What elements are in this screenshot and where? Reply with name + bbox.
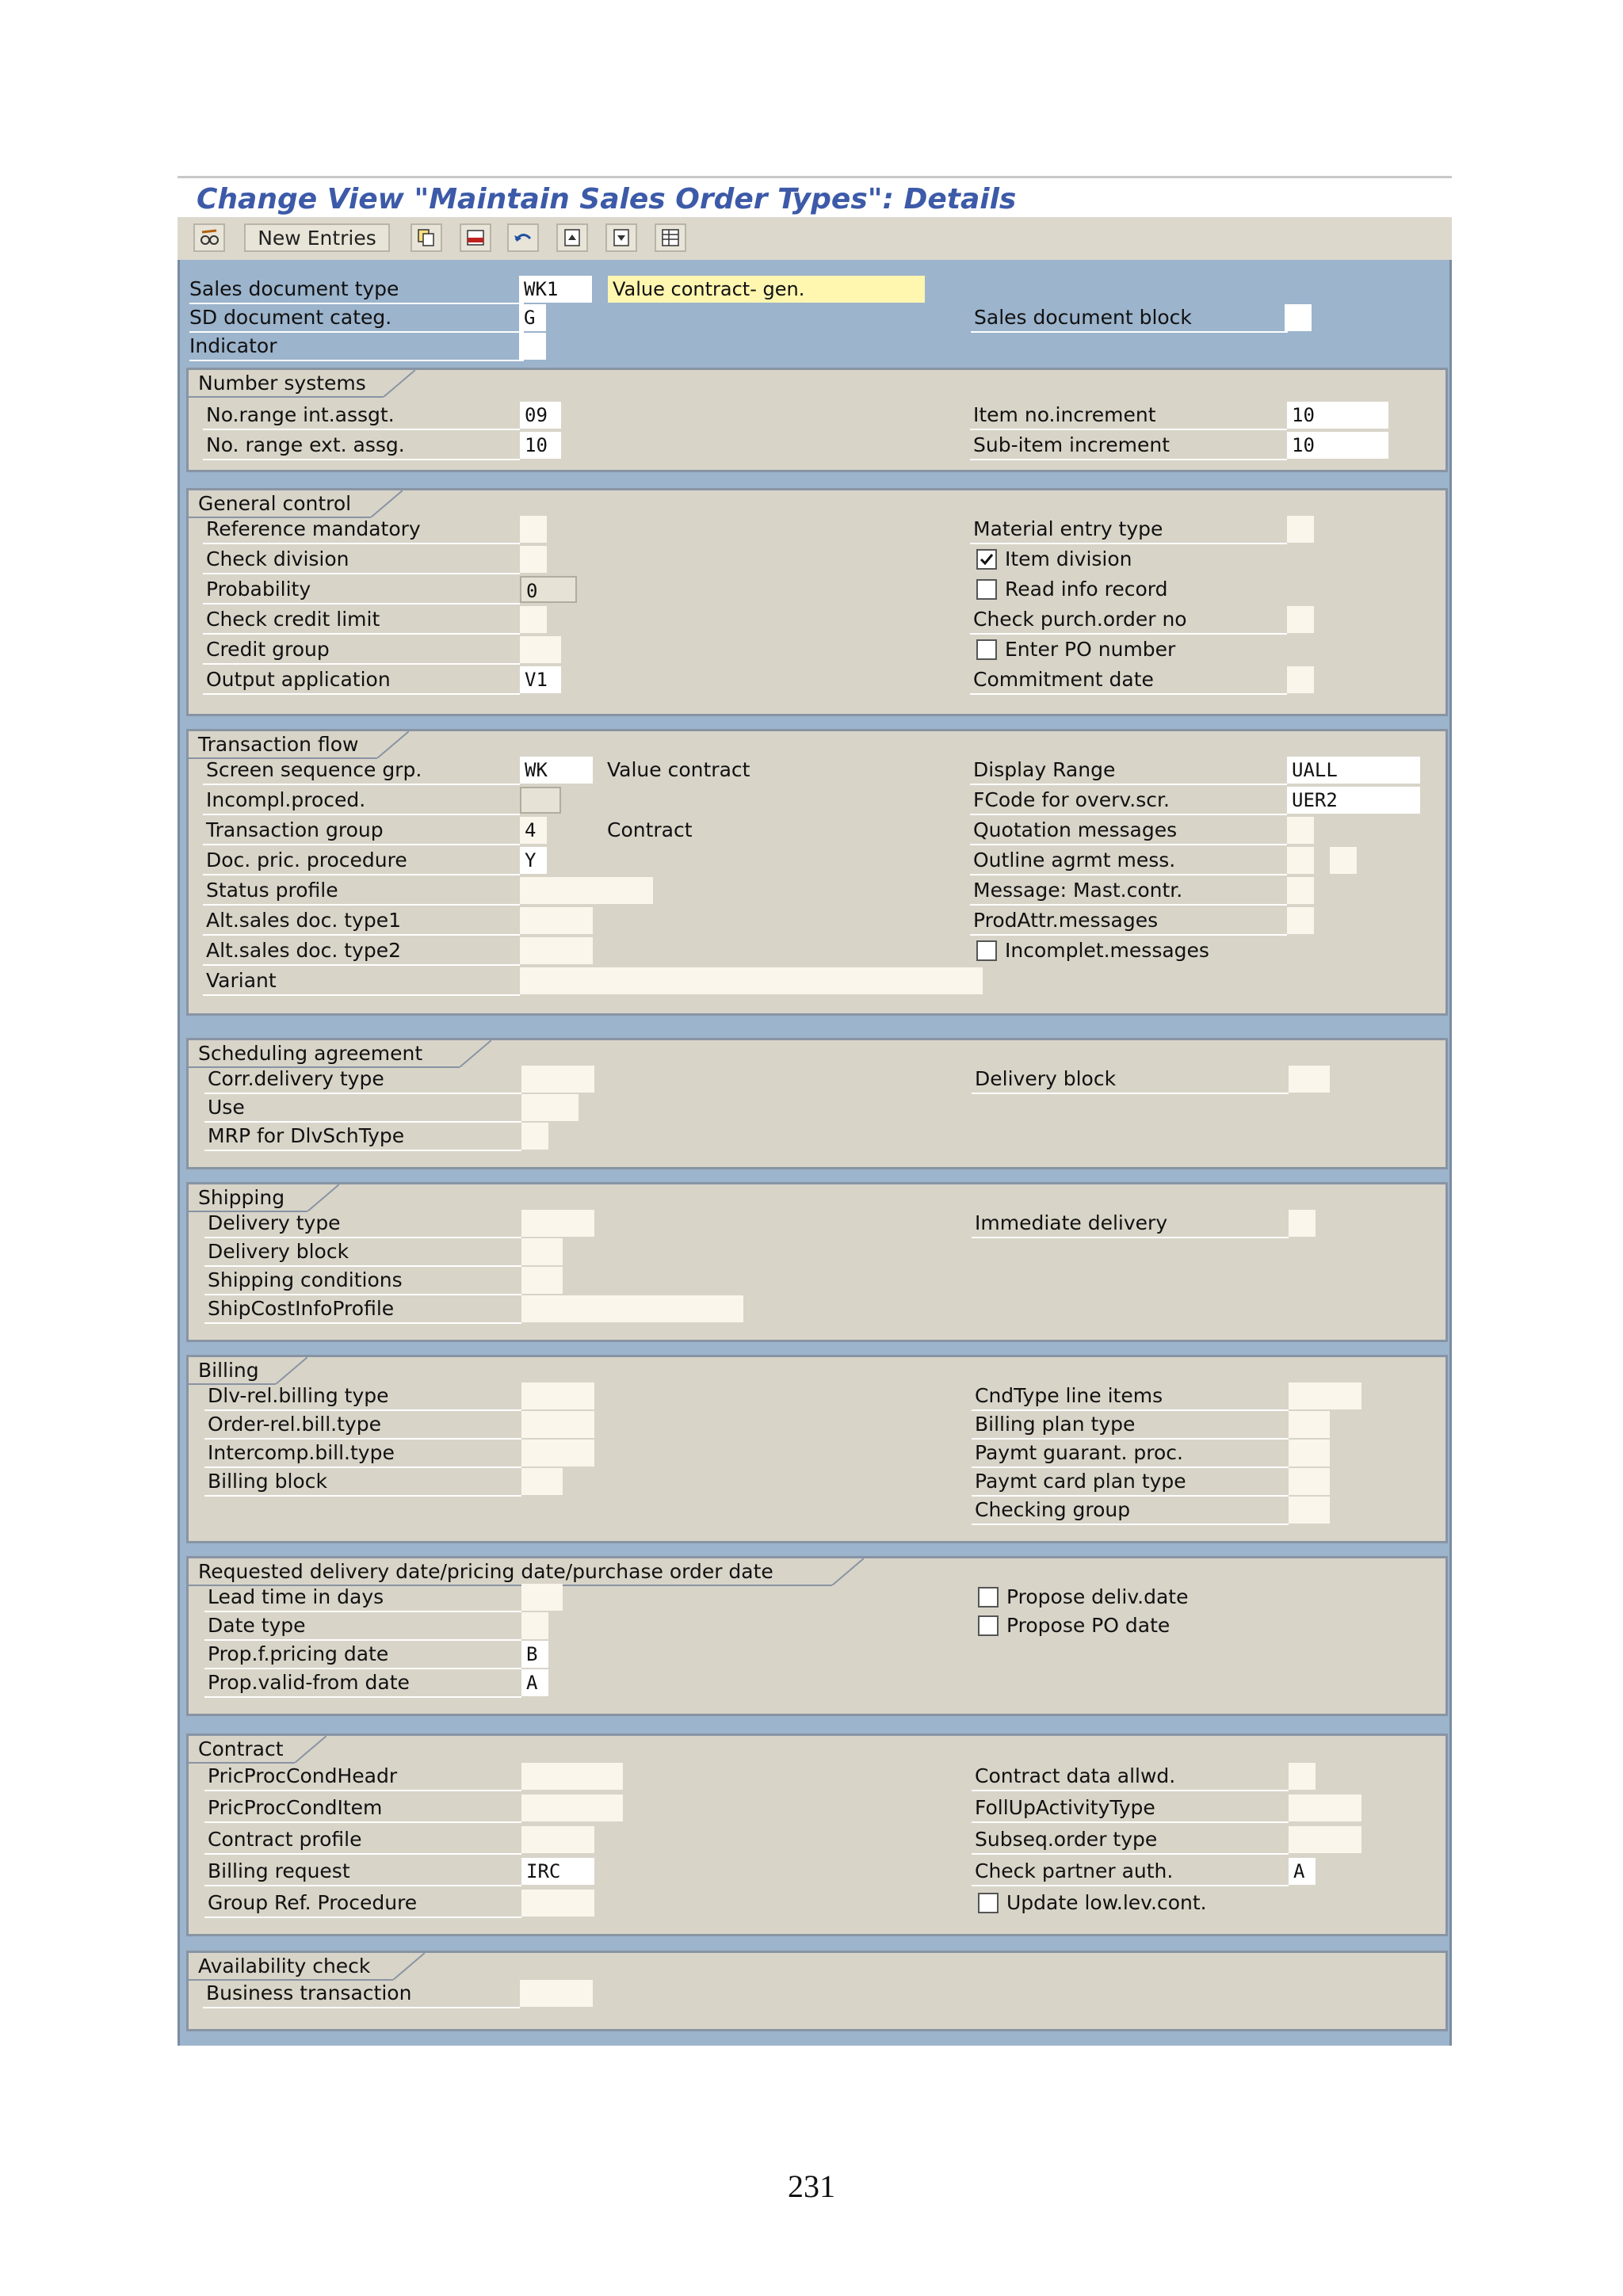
new-entries-button[interactable]: New Entries <box>244 223 390 252</box>
requested-delivery-date-group <box>186 1556 1448 1716</box>
tab-corner <box>276 1357 307 1384</box>
availability-check-group <box>186 1951 1448 2031</box>
billing-block-label: Billing block <box>208 1470 327 1493</box>
follupactivitytype-label: FollUpActivityType <box>975 1796 1155 1819</box>
tab-corner <box>393 1953 425 1980</box>
item-division-checkbox[interactable] <box>976 549 997 570</box>
billing-request-field[interactable]: IRC <box>521 1858 594 1885</box>
date-type-label: Date type <box>208 1614 306 1637</box>
undo-icon <box>513 227 533 248</box>
delivery-block-label: Delivery block <box>975 1067 1117 1090</box>
label-underline <box>203 2007 520 2008</box>
label-underline <box>203 904 520 906</box>
enter-po-number-checkbox[interactable] <box>976 639 997 660</box>
shipping-conditions-label: Shipping conditions <box>208 1268 403 1291</box>
sd-document-categ-label: SD document categ. <box>189 306 392 329</box>
probability-label: Probability <box>206 578 311 601</box>
prodattr-messages-label: ProdAttr.messages <box>973 909 1159 932</box>
tab-corner <box>377 731 409 758</box>
label-underline <box>203 784 520 785</box>
label-underline <box>970 904 1287 906</box>
label-underline <box>204 1790 521 1791</box>
label-underline <box>972 1853 1289 1855</box>
page-title: Change View "Maintain Sales Order Types": Details <box>197 183 1017 215</box>
label-underline <box>204 1821 521 1823</box>
commitment-date-field[interactable] <box>1287 666 1314 693</box>
label-underline <box>970 459 1287 460</box>
reference-mandatory-label: Reference mandatory <box>206 517 421 540</box>
order-rel-bill-type-label: Order-rel.bill.type <box>208 1413 381 1436</box>
credit-group-field[interactable] <box>520 636 561 663</box>
label-underline <box>203 573 520 574</box>
label-underline <box>203 429 520 430</box>
corr-delivery-type-label: Corr.delivery type <box>208 1067 384 1090</box>
read-info-record-checkbox[interactable] <box>976 579 997 600</box>
shipping-delivery-block-field[interactable] <box>521 1238 563 1265</box>
intercomp-bill-type-label: Intercomp.bill.type <box>208 1441 395 1464</box>
message-mast-contr-field[interactable] <box>1287 877 1314 904</box>
no-range-ext-field[interactable]: 10 <box>520 432 561 459</box>
sales-document-type-label: Sales document type <box>189 277 399 300</box>
transaction-group-label: Transaction group <box>206 818 384 841</box>
checkmark-icon <box>979 551 995 567</box>
alt-sales-doc-type2-field[interactable] <box>520 937 593 964</box>
use-label: Use <box>208 1096 245 1119</box>
label-underline <box>203 543 520 544</box>
previous-entry-button[interactable] <box>556 223 588 252</box>
billing-request-label: Billing request <box>208 1859 350 1882</box>
label-underline <box>970 429 1287 430</box>
alt-sales-doc-type1-label: Alt.sales doc. type1 <box>206 909 401 932</box>
table-view-icon <box>660 227 681 248</box>
sub-item-increment-field[interactable]: 10 <box>1287 432 1388 459</box>
propose-deliv-date-label: Propose deliv.date <box>1006 1585 1189 1608</box>
outline-agrmt-mess-extra-field[interactable] <box>1330 847 1357 874</box>
contract-profile-field[interactable] <box>521 1826 594 1853</box>
item-division-label: Item division <box>1005 547 1132 570</box>
immediate-delivery-label: Immediate delivery <box>975 1211 1168 1234</box>
group-title: Number systems <box>189 370 393 397</box>
sales-document-block-label: Sales document block <box>974 306 1192 329</box>
billing-group <box>186 1355 1448 1543</box>
use-field[interactable] <box>521 1094 579 1121</box>
propose-po-date-checkbox[interactable] <box>978 1615 999 1636</box>
contract-data-allwd-field[interactable] <box>1289 1763 1316 1790</box>
paymt-guarant-proc-field[interactable] <box>1289 1440 1330 1466</box>
page-number: 231 <box>788 2168 835 2204</box>
application-toolbar <box>178 217 1452 261</box>
label-underline <box>203 693 520 695</box>
label-underline <box>204 1885 521 1886</box>
material-entry-type-label: Material entry type <box>973 517 1163 540</box>
incompl-proced-field[interactable] <box>520 787 561 814</box>
alt-sales-doc-type2-label: Alt.sales doc. type2 <box>206 939 401 962</box>
sd-document-categ-field[interactable]: G <box>519 304 546 331</box>
contract-data-allwd-label: Contract data allwd. <box>975 1764 1176 1787</box>
tab-corner <box>295 1736 327 1763</box>
transaction-group-description: Contract <box>607 818 693 841</box>
lead-time-in-days-field[interactable] <box>521 1584 563 1611</box>
tab-underline <box>189 396 384 398</box>
no-range-int-field[interactable]: 09 <box>520 402 561 429</box>
check-purch-order-no-label: Check purch.order no <box>973 608 1187 631</box>
display-range-field[interactable]: UALL <box>1287 757 1420 784</box>
fcode-overv-scr-field[interactable]: UER2 <box>1287 787 1420 814</box>
business-transaction-label: Business transaction <box>206 1981 412 2004</box>
outline-agrmt-mess-field[interactable] <box>1287 847 1314 874</box>
label-underline <box>970 784 1287 785</box>
label-underline <box>970 934 1287 936</box>
mrp-for-dlvschtype-field[interactable] <box>521 1123 548 1150</box>
credit-group-label: Credit group <box>206 638 330 661</box>
prop-f-pricing-date-field[interactable]: B <box>521 1641 548 1668</box>
label-underline <box>203 874 520 875</box>
label-underline <box>203 633 520 635</box>
tab-corner <box>460 1040 491 1067</box>
group-title: Availability check <box>189 1953 403 1980</box>
subseq-order-type-field[interactable] <box>1289 1826 1361 1853</box>
delivery-type-field[interactable] <box>521 1210 594 1237</box>
label-underline <box>203 603 520 605</box>
no-range-ext-label: No. range ext. assg. <box>206 433 405 456</box>
general-control-group <box>186 488 1448 716</box>
label-underline <box>970 633 1287 635</box>
sales-document-block-field[interactable] <box>1285 304 1312 331</box>
check-credit-limit-field[interactable] <box>520 606 547 633</box>
display-change-button[interactable] <box>193 223 225 252</box>
propose-po-date-label: Propose PO date <box>1006 1614 1170 1637</box>
billing-block-field[interactable] <box>521 1468 563 1495</box>
group-title: General control <box>189 490 380 517</box>
number-systems-group <box>186 368 1448 472</box>
prop-valid-from-date-field[interactable]: A <box>521 1669 548 1696</box>
output-application-label: Output application <box>206 668 391 691</box>
check-partner-auth-field[interactable]: A <box>1289 1858 1316 1885</box>
item-no-increment-field[interactable]: 10 <box>1287 402 1388 429</box>
contract-group <box>186 1733 1448 1936</box>
checking-group-field[interactable] <box>1289 1497 1330 1524</box>
prop-f-pricing-date-label: Prop.f.pricing date <box>208 1642 389 1665</box>
status-profile-label: Status profile <box>206 879 338 902</box>
follupactivitytype-field[interactable] <box>1289 1794 1361 1821</box>
dlv-rel-billing-type-label: Dlv-rel.billing type <box>208 1384 389 1407</box>
indicator-field[interactable] <box>519 333 546 360</box>
alt-sales-doc-type1-field[interactable] <box>520 907 593 934</box>
shipping-conditions-field[interactable] <box>521 1267 563 1294</box>
label-underline <box>971 331 1288 333</box>
outline-agrmt-mess-label: Outline agrmt mess. <box>973 849 1176 871</box>
quotation-messages-field[interactable] <box>1287 817 1314 844</box>
shipping-delivery-block-label: Delivery block <box>208 1240 349 1263</box>
pricproccondheadr-field[interactable] <box>521 1763 623 1790</box>
label-underline <box>204 1696 521 1698</box>
transaction-group-field[interactable]: 4 <box>520 817 547 844</box>
label-underline <box>189 360 524 361</box>
check-division-field[interactable] <box>520 546 547 573</box>
label-underline <box>204 1093 521 1094</box>
other-entry-button[interactable] <box>655 223 686 252</box>
subseq-order-type-label: Subseq.order type <box>975 1828 1158 1851</box>
mrp-for-dlvschtype-label: MRP for DlvSchType <box>208 1124 405 1147</box>
cndtype-line-items-field[interactable] <box>1289 1383 1361 1409</box>
shipcostinfoprofile-label: ShipCostInfoProfile <box>208 1297 395 1320</box>
label-underline <box>972 1237 1289 1238</box>
sales-document-type-field[interactable]: WK1 <box>519 276 592 303</box>
paymt-guarant-proc-label: Paymt guarant. proc. <box>975 1441 1183 1464</box>
commitment-date-label: Commitment date <box>973 668 1154 691</box>
lead-time-in-days-label: Lead time in days <box>208 1585 384 1608</box>
next-page-icon <box>611 227 632 248</box>
label-underline <box>203 814 520 815</box>
no-range-int-label: No.range int.assgt. <box>206 403 395 426</box>
copy-icon <box>416 227 437 248</box>
label-underline <box>972 1093 1289 1094</box>
order-rel-bill-type-field[interactable] <box>521 1411 594 1438</box>
label-underline <box>203 459 520 460</box>
label-underline <box>204 1322 521 1324</box>
group-ref-procedure-field[interactable] <box>521 1890 594 1917</box>
tab-corner <box>384 370 415 397</box>
fcode-overv-scr-label: FCode for overv.scr. <box>973 788 1170 811</box>
sub-item-increment-label: Sub-item increment <box>973 433 1170 456</box>
enter-po-number-label: Enter PO number <box>1005 638 1176 661</box>
incomplet-messages-label: Incomplet.messages <box>1005 939 1209 962</box>
tab-corner <box>307 1184 339 1211</box>
dlv-rel-billing-type-field[interactable] <box>521 1383 594 1409</box>
label-underline <box>204 1917 521 1918</box>
delivery-type-label: Delivery type <box>208 1211 341 1234</box>
group-title: Contract <box>189 1736 304 1763</box>
next-entry-button[interactable] <box>605 223 637 252</box>
label-underline <box>203 964 520 966</box>
paymt-card-plan-type-field[interactable] <box>1289 1468 1330 1495</box>
title-bar <box>178 176 1452 219</box>
label-underline <box>972 1790 1289 1791</box>
label-underline <box>970 693 1287 695</box>
scheduling-agreement-group <box>186 1038 1448 1169</box>
label-underline <box>970 814 1287 815</box>
cndtype-line-items-label: CndType line items <box>975 1384 1163 1407</box>
incompl-proced-label: Incompl.proced. <box>206 788 366 811</box>
status-profile-field[interactable] <box>520 877 653 904</box>
screen-sequence-grp-field[interactable]: WK <box>520 757 593 784</box>
group-title: Shipping <box>189 1184 317 1211</box>
doc-pric-procedure-field[interactable]: Y <box>520 847 547 874</box>
group-ref-procedure-label: Group Ref. Procedure <box>208 1891 418 1914</box>
reference-mandatory-field[interactable] <box>520 516 547 543</box>
shipping-group <box>186 1182 1448 1342</box>
item-no-increment-label: Item no.increment <box>973 403 1156 426</box>
label-underline <box>970 543 1287 544</box>
group-title: Billing <box>189 1357 285 1384</box>
billing-plan-type-field[interactable] <box>1289 1411 1330 1438</box>
material-entry-type-field[interactable] <box>1287 516 1314 543</box>
group-title: Transaction flow <box>189 731 387 758</box>
sap-window <box>178 176 1452 2046</box>
undo-change-button[interactable] <box>507 223 539 252</box>
label-underline <box>203 663 520 665</box>
update-low-lev-cont-label: Update low.lev.cont. <box>1006 1891 1207 1914</box>
check-purch-order-no-field[interactable] <box>1287 606 1314 633</box>
transaction-flow-group <box>186 729 1448 1016</box>
check-credit-limit-label: Check credit limit <box>206 608 380 631</box>
prodattr-messages-field[interactable] <box>1287 907 1314 934</box>
label-underline <box>972 1821 1289 1823</box>
read-info-record-label: Read info record <box>1005 578 1168 601</box>
indicator-label: Indicator <box>189 334 277 357</box>
group-title: Requested delivery date/pricing date/purchase order date <box>189 1558 842 1585</box>
label-underline <box>970 844 1287 845</box>
checking-group-label: Checking group <box>975 1498 1131 1521</box>
label-underline <box>203 844 520 845</box>
delete-icon <box>465 227 486 248</box>
screen-sequence-grp-description: Value contract <box>607 758 750 781</box>
message-mast-contr-label: Message: Mast.contr. <box>973 879 1183 902</box>
update-low-lev-cont-checkbox[interactable] <box>978 1893 999 1913</box>
pencil-glasses-icon <box>199 227 220 248</box>
quotation-messages-label: Quotation messages <box>973 818 1178 841</box>
doc-pric-procedure-label: Doc. pric. procedure <box>206 849 407 871</box>
group-title: Scheduling agreement <box>189 1040 469 1067</box>
pricproccondheadr-label: PricProcCondHeadr <box>208 1764 398 1787</box>
label-underline <box>972 1524 1289 1525</box>
label-underline <box>204 1853 521 1855</box>
pricproccondItem-label: PricProcCondItem <box>208 1796 383 1819</box>
check-partner-auth-label: Check partner auth. <box>975 1859 1174 1882</box>
shipcostinfoprofile-field[interactable] <box>521 1295 743 1322</box>
detail-screen <box>178 260 1452 2046</box>
label-underline <box>970 874 1287 875</box>
prop-valid-from-date-label: Prop.valid-from date <box>208 1671 410 1694</box>
delivery-block-field[interactable] <box>1289 1066 1330 1093</box>
display-range-label: Display Range <box>973 758 1116 781</box>
sales-document-type-description: Value contract- gen. <box>608 276 925 303</box>
corr-delivery-type-field[interactable] <box>521 1066 594 1093</box>
tab-corner <box>371 490 403 517</box>
previous-page-icon <box>562 227 582 248</box>
delete-button[interactable] <box>460 223 491 252</box>
label-underline <box>204 1495 521 1497</box>
label-underline <box>972 1885 1289 1886</box>
output-application-field[interactable]: V1 <box>520 666 561 693</box>
probability-field[interactable]: 0 <box>520 576 577 603</box>
date-type-field[interactable] <box>521 1612 548 1639</box>
label-underline <box>203 934 520 936</box>
variant-label: Variant <box>206 969 277 992</box>
intercomp-bill-type-field[interactable] <box>521 1440 594 1466</box>
copy-as-button[interactable] <box>411 223 442 252</box>
pricproccondItem-field[interactable] <box>521 1794 623 1821</box>
check-division-label: Check division <box>206 547 349 570</box>
immediate-delivery-field[interactable] <box>1289 1210 1316 1237</box>
label-underline <box>204 1150 521 1151</box>
billing-plan-type-label: Billing plan type <box>975 1413 1136 1436</box>
label-underline <box>203 994 520 996</box>
screen-sequence-grp-label: Screen sequence grp. <box>206 758 422 781</box>
business-transaction-field[interactable] <box>520 1980 593 2007</box>
contract-profile-label: Contract profile <box>208 1828 362 1851</box>
variant-field[interactable] <box>520 967 983 994</box>
incomplet-messages-checkbox[interactable] <box>976 940 997 961</box>
paymt-card-plan-type-label: Paymt card plan type <box>975 1470 1186 1493</box>
propose-deliv-date-checkbox[interactable] <box>978 1587 999 1608</box>
tab-corner <box>832 1558 864 1585</box>
